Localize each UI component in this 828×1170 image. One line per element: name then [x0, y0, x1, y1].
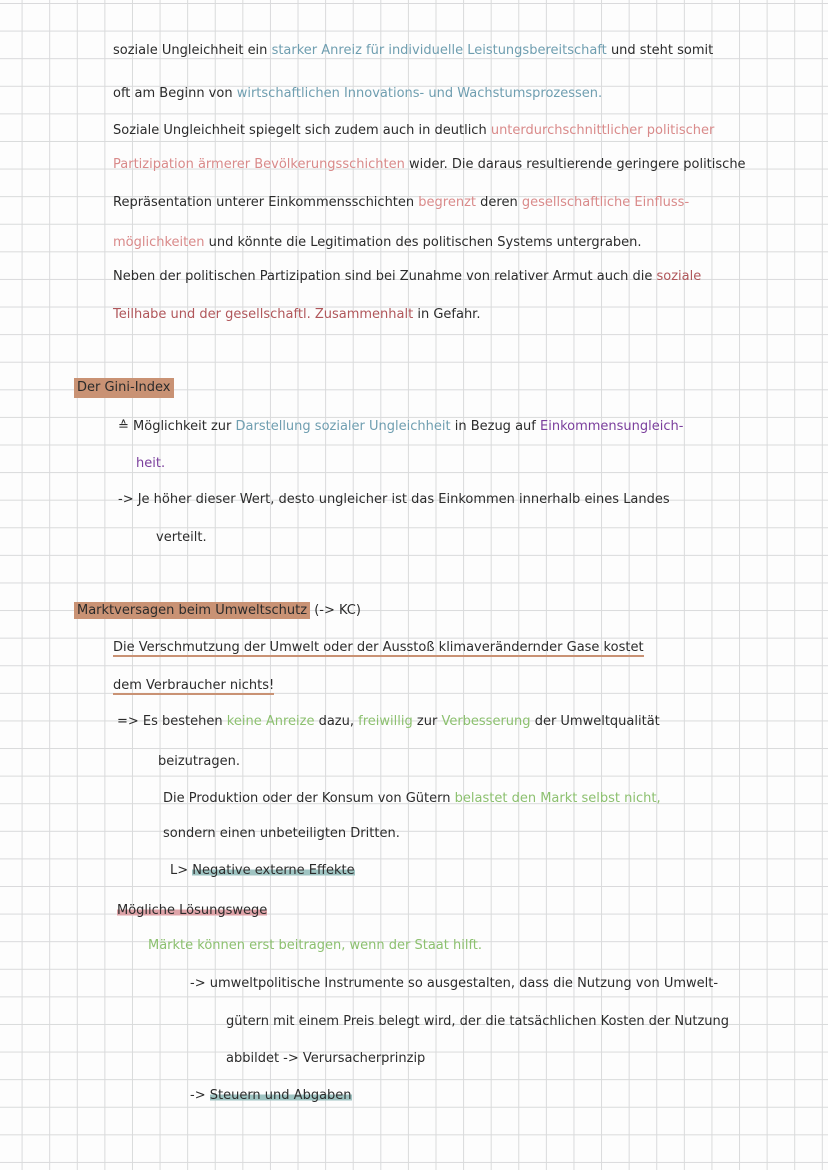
- text-line: verteilt.: [156, 530, 207, 545]
- text-highlight-pink: gesellschaftliche Einfluss-: [521, 195, 690, 210]
- text: => Es bestehen: [117, 714, 223, 729]
- text-underlined: dem Verbraucher nichts!: [113, 678, 275, 693]
- text-highlight-pink: Partizipation ärmerer Bevölkerungsschichten: [113, 157, 405, 172]
- text-highlight-red: gesellschaftl. Zusammenhalt: [225, 307, 414, 322]
- text-line: [113, 85, 602, 103]
- text-line: -> Je höher dieser Wert, desto ungleicher ist das Einkommen innerhalb eines Landes: [118, 492, 670, 507]
- text: in Gefahr.: [417, 307, 481, 322]
- text: deren: [480, 195, 518, 210]
- text-highlight-green: Verbesserung: [441, 714, 531, 729]
- text: und steht somit: [610, 43, 714, 58]
- text-line: [113, 42, 713, 60]
- text-highlight-teal: Negative externe Effekte: [192, 863, 355, 878]
- text-highlight-blue: Darstellung sozialer Ungleichheit: [235, 419, 451, 434]
- text: wider. Die daraus resultierende geringere politische: [408, 157, 746, 172]
- text-line: [113, 306, 480, 324]
- text-line: [117, 713, 660, 731]
- text-line: Märkte können erst beitragen, wenn der Staat hilft.: [148, 938, 483, 953]
- text-line: [113, 194, 689, 212]
- text: oft am Beginn von: [113, 86, 233, 101]
- arrow: L>: [170, 863, 189, 878]
- section-heading-gini: Der Gini-Index: [74, 378, 174, 398]
- text: zur: [416, 714, 438, 729]
- text-line: gütern mit einem Preis belegt wird, der die tatsächlichen Kosten der Nutzung: [226, 1014, 730, 1029]
- text-line: [113, 639, 644, 657]
- text-line: [113, 677, 274, 695]
- text: soziale Ungleichheit ein: [113, 43, 268, 58]
- subheading-loesungswege: Mögliche Lösungswege: [117, 903, 268, 918]
- text-line: [170, 862, 355, 880]
- text-highlight-blue: starker Anreiz für individuelle Leistungsbereitschaft: [271, 43, 607, 58]
- text-highlight-green: keine Anreize: [226, 714, 315, 729]
- text-line: [113, 234, 642, 252]
- text-line: [113, 122, 714, 140]
- text-line: heit.: [136, 456, 166, 471]
- text-line: [118, 418, 683, 436]
- text-highlight-purple: Einkommensungleich-: [540, 419, 684, 434]
- text-highlight-pink: begrenzt: [418, 195, 477, 210]
- text-line: [163, 790, 661, 808]
- text-line: [190, 1087, 352, 1105]
- text: Soziale Ungleichheit spiegelt sich zudem auch in deutlich: [113, 123, 487, 138]
- text: Repräsentation unterer Einkommensschichten: [113, 195, 415, 210]
- heading-ref: (-> KC): [314, 603, 361, 618]
- arrow: ->: [190, 1088, 206, 1103]
- text-highlight-blue: wirtschaftlichen Innovations- und Wachstumsprozessen.: [236, 86, 603, 101]
- text: Neben der politischen Partizipation sind bei Zunahme von relativer Armut auch die: [113, 269, 653, 284]
- text-highlight-teal: Steuern und Abgaben: [209, 1088, 352, 1103]
- heading-text: Marktversagen beim Umweltschutz: [74, 602, 310, 619]
- text-line: [113, 268, 701, 286]
- text-highlight-green: belastet den Markt selbst nicht,: [454, 791, 661, 806]
- text-highlight-red: Teilhabe und der: [113, 307, 221, 322]
- text: dazu,: [318, 714, 355, 729]
- text-line: sondern einen unbeteiligten Dritten.: [163, 826, 400, 841]
- section-heading-markt: [74, 602, 361, 620]
- text: in Bezug auf: [454, 419, 536, 434]
- text-line: [113, 156, 746, 174]
- text-highlight-green: freiwillig: [358, 714, 413, 729]
- text-underlined: Die Verschmutzung der Umwelt oder der Ausstoß klimaverändernder Gase kostet: [113, 640, 644, 655]
- text: der Umweltqualität: [534, 714, 660, 729]
- text: und könnte die Legitimation des politischen Systems untergraben.: [208, 235, 642, 250]
- text-highlight-red: soziale: [656, 269, 702, 284]
- text-highlight-pink: möglichkeiten: [113, 235, 205, 250]
- text: ≙ Möglichkeit zur: [118, 419, 232, 434]
- text: Die Produktion oder der Konsum von Gütern: [163, 791, 451, 806]
- text-line: [117, 902, 267, 920]
- text-highlight-pink: unterdurchschnittlicher politischer: [490, 123, 715, 138]
- text-line: beizutragen.: [158, 754, 240, 769]
- text-line: -> umweltpolitische Instrumente so ausgestalten, dass die Nutzung von Umwelt-: [190, 976, 719, 991]
- text-line: abbildet -> Verursacherprinzip: [226, 1051, 426, 1066]
